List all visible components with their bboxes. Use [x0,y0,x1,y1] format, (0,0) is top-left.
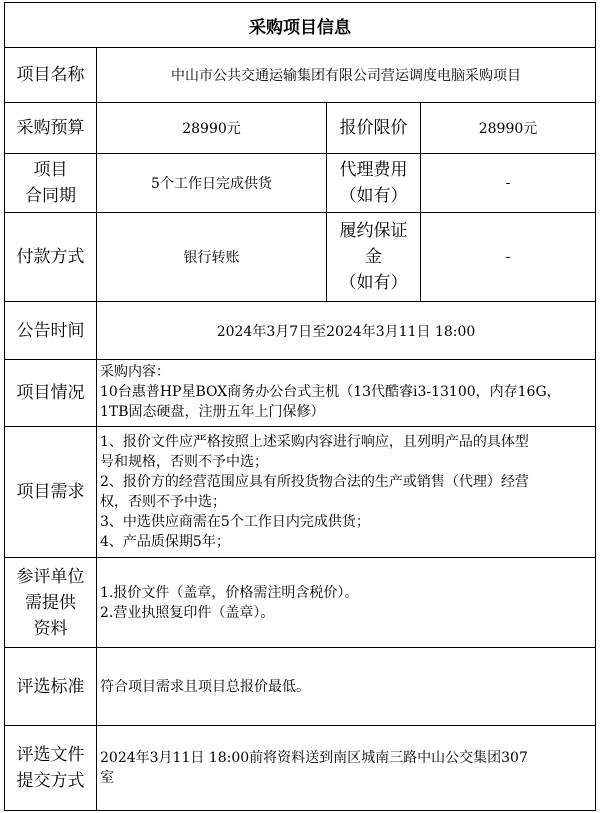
notice-time-label: 公告时间 [5,302,97,360]
content-line: 10台惠普HP星BOX商务办公台式主机（13代酷睿i3-13100，内存16G， [100,384,561,400]
contract-period-value: 5个工作日完成供货 [97,154,327,213]
title-row [5,3,596,48]
project-requirements-row [5,427,596,558]
content-line: 4、产品质保期5年； [100,534,230,550]
performance-bond-label-line: 履约保证 [339,221,408,241]
performance-bond-value: - [421,213,596,302]
submission-method-label [5,726,97,811]
project-requirements-content [97,427,596,558]
performance-bond-label [327,213,421,302]
content-line: 室 [100,770,114,786]
evaluation-criteria-row [5,648,596,726]
agency-fee-label-line: （如有） [339,186,408,206]
content-line: 1、报价文件应严格按照上述采购内容进行响应，且列明产品的具体型 [100,434,529,450]
procurement-info-table [4,2,596,811]
content-line: 号和规格，否则不予中选； [100,454,268,470]
project-name-row [5,48,596,103]
project-requirements-label: 项目需求 [5,427,97,558]
contract-period-label-line: 项目 [33,160,68,180]
evaluation-criteria-value: 符合项目需求且项目总报价最低。 [97,648,596,726]
project-name-label: 项目名称 [5,48,97,103]
submission-method-label-line: 提交方式 [16,771,85,791]
budget-value: 28990元 [97,103,327,154]
notice-time-value: 2024年3月7日至2024年3月11日 18:00 [97,302,596,360]
content-line: 2、报价方的经营范围应具有所投货物合法的生产或销售（代理）经营 [100,474,529,490]
table-title: 采购项目信息 [5,3,596,48]
contract-period-row [5,154,596,213]
contract-period-label [5,154,97,213]
performance-bond-label-line: （如有） [339,273,408,293]
project-name-value: 中山市公共交通运输集团有限公司营运调度电脑采购项目 [97,48,596,103]
payment-method-value: 银行转账 [97,213,327,302]
agency-fee-label [327,154,421,213]
required-materials-label-line: 需提供 [25,592,76,613]
agency-fee-value: - [421,154,596,213]
content-line: 3、中选供应商需在5个工作日内完成供货； [100,514,370,530]
submission-method-content [97,726,596,811]
project-situation-label: 项目情况 [5,360,97,427]
content-line: 1TB固态硬盘，注册五年上门保修） [100,404,325,420]
price-limit-value: 28990元 [421,103,596,154]
required-materials-label-line: 资料 [33,618,68,639]
required-materials-row [5,558,596,648]
required-materials-label [5,558,97,648]
evaluation-criteria-label: 评选标准 [5,648,97,726]
project-situation-content [97,360,596,427]
budget-row [5,103,596,154]
notice-time-row [5,302,596,360]
content-line: 1.报价文件（盖章，价格需注明含税价）。 [100,584,359,601]
budget-label: 采购预算 [5,103,97,154]
submission-method-label-line: 评选文件 [16,745,85,765]
payment-method-label: 付款方式 [5,213,97,302]
content-line: 采购内容： [100,364,170,380]
content-line: 2024年3月11日 18:00前将资料送到南区城南三路中山公交集团307 [100,750,528,766]
required-materials-content [97,558,596,648]
content-line: 权，否则不予中选； [100,494,226,510]
price-limit-label: 报价限价 [327,103,421,154]
content-line: 2.营业执照复印件（盖章）。 [100,604,275,621]
required-materials-label-line: 参评单位 [16,566,85,587]
contract-period-label-line: 合同期 [25,186,76,206]
agency-fee-label-line: 代理费用 [339,160,408,180]
project-situation-row [5,360,596,427]
submission-method-row [5,726,596,811]
performance-bond-label-line: 金 [365,247,382,267]
payment-row [5,213,596,302]
